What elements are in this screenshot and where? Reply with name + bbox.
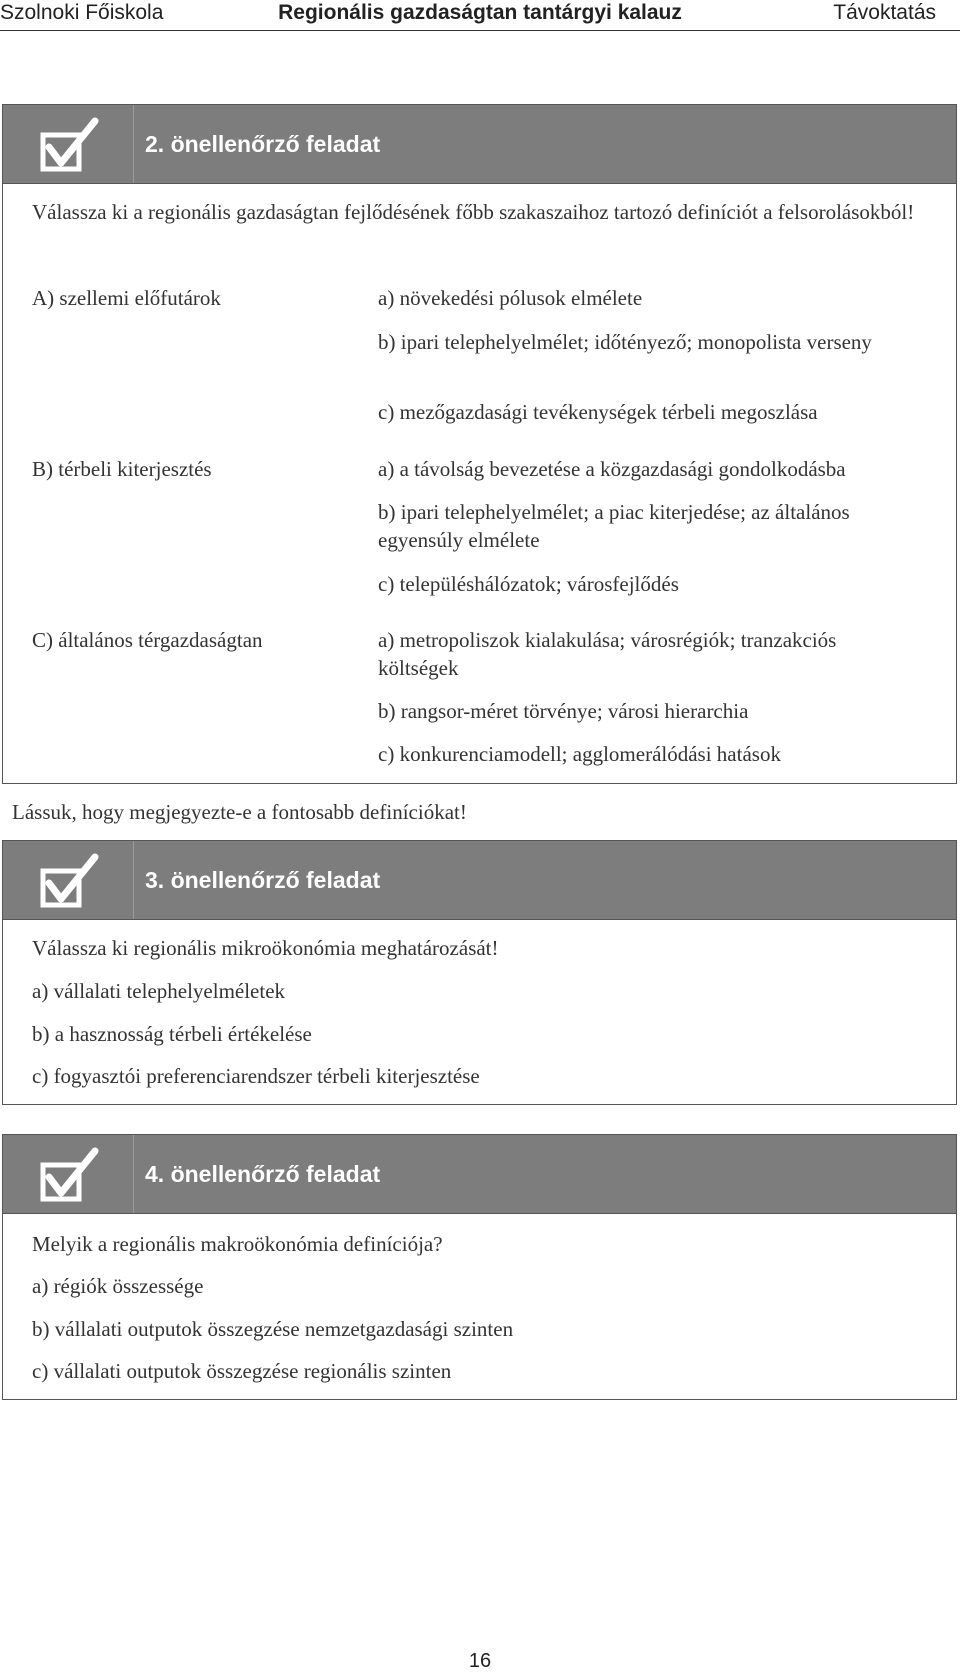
checkbox-check-icon [39, 1147, 103, 1205]
task-3-option-c: c) fogyasztói preferenciarendszer térbeli kiterjesztése [32, 1064, 480, 1088]
group-a-option-b: b) ipari telephelyelmélet; időtényező; monopolista verseny [378, 330, 872, 354]
header-mode: Távoktatás [833, 1, 936, 24]
task-2-title: 2. önellenőrző feladat [145, 130, 381, 157]
task-3-header [3, 841, 956, 920]
group-b-label: B) térbeli kiterjesztés [32, 457, 212, 481]
group-b-option-c: c) településhálózatok; városfejlődés [378, 572, 679, 596]
checkbox-check-icon [39, 853, 103, 911]
group-b-option-a: a) a távolság bevezetése a közgazdasági gondolkodásba [378, 457, 846, 481]
header-institution: Szolnoki Főiskola [0, 1, 164, 24]
task-2-icon-cell [3, 105, 134, 183]
header-course-title: Regionális gazdaságtan tantárgyi kalauz [278, 1, 682, 24]
group-a-option-a: a) növekedési pólusok elmélete [378, 286, 643, 310]
task-4-option-b: b) vállalati outputok összegzése nemzetgazdasági szinten [32, 1317, 514, 1341]
task-3-title: 3. önellenőrző feladat [145, 866, 381, 893]
group-c-option-b: b) rangsor-méret törvénye; városi hierarchia [378, 699, 749, 723]
group-a-option-c: c) mezőgazdasági tevékenységek térbeli megoszlása [378, 400, 818, 424]
group-b-option-b: b) ipari telephelyelmélet; a piac kiterjedése; az általános egyensúly elmélete [378, 500, 850, 552]
task-3-icon-cell [3, 841, 134, 919]
task-4-option-a: a) régiók összessége [32, 1274, 204, 1298]
group-c-option-a: a) metropoliszok kialakulása; városrégiók; tranzakciós költségek [378, 628, 837, 680]
task-3-question: Válassza ki regionális mikroökonómia meghatározását! [32, 936, 499, 960]
group-a-label: A) szellemi előfutárok [32, 286, 221, 310]
checkbox-check-icon [39, 117, 103, 175]
task-2-header [3, 105, 956, 184]
task-2-instruction: Válassza ki a regionális gazdaságtan fejlődésének főbb szakaszaihoz tartozó definíciót a felsorolásokból! [32, 200, 915, 224]
task-4-header [3, 1135, 956, 1214]
page-header [0, 0, 960, 31]
page-number: 16 [468, 1650, 492, 1672]
task-4-option-c: c) vállalati outputok összegzése regionális szinten [32, 1359, 452, 1383]
review-note: Lássuk, hogy megjegyezte-e a fontosabb definíciókat! [12, 800, 467, 824]
task-4-icon-cell [3, 1135, 134, 1213]
task-4-title: 4. önellenőrző feladat [145, 1160, 381, 1187]
task-3-option-a: a) vállalati telephelyelméletek [32, 979, 286, 1003]
task-4-question: Melyik a regionális makroökonómia definíciója? [32, 1232, 443, 1256]
group-c-label: C) általános térgazdaságtan [32, 628, 263, 652]
group-c-option-c: c) konkurenciamodell; agglomerálódási hatások [378, 742, 781, 766]
task-3-option-b: b) a hasznosság térbeli értékelése [32, 1022, 312, 1046]
